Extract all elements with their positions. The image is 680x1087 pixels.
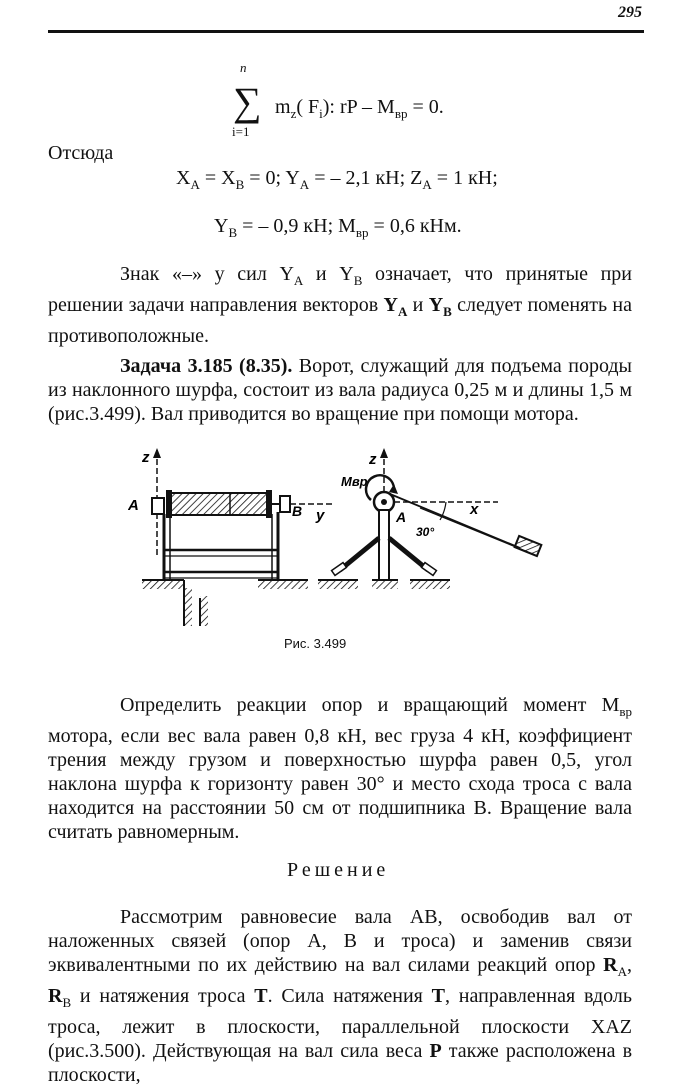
paragraph-solution: [48, 905, 632, 1087]
result-line-1: $X_A = X_B = 0$; $Y_A$ = – 2,1 кН; $Z_A = 1$ кН;: [176, 167, 498, 192]
section-title-reshenie: Решение: [287, 859, 390, 881]
shaft-drum: [168, 493, 268, 515]
paragraph-sign: [48, 262, 632, 348]
problem-statement: [48, 354, 632, 426]
bearing-B: [280, 496, 290, 512]
sum-upper-limit: n: [240, 60, 247, 75]
left-label-A: A: [128, 497, 139, 514]
left-z-arrow: [153, 448, 161, 458]
sum-sigma: ∑: [233, 79, 262, 124]
paragraph-determine-text: Определить реакции опор и вращающий момент $M_{вр}$ мотора, если вес вала равен 0,8 кН, вес груза 4 кН, коэффициент трения между грузом и поверхностью шурфа равен 0,5, угол наклона шурфа к горизонту равен 30° и место схода троса с вала находится на расстоянии 50 см от подшипника B. Вращение вала считать равномерным.: [48, 694, 632, 843]
figure-windlass: [128, 448, 548, 626]
left-label-z: z: [142, 449, 150, 466]
right-label-A: A: [396, 509, 407, 525]
left-label-B: B: [292, 503, 303, 519]
rope: [390, 494, 520, 548]
paragraph-solution-text: Рассмотрим равновесие вала AB, освободив вал от наложенных связей (опор A, B и троса) и заменив связи эквивалентными по их действию на вал силами реакций опор $R_A$, $R_B$ и натяжения троса T. Сила натяжения T, направленная вдоль троса, лежит в плоскости, параллельной плоскости XAZ (рис.3.500). Действующая на вал сила веса P также расположена в плоскости,: [48, 906, 633, 1086]
angle-label: 30°: [416, 525, 435, 539]
left-label-y: y: [316, 507, 325, 524]
figure-caption: Рис. 3.499: [284, 636, 347, 651]
problem-title: Задача 3.185 (8.35).: [120, 355, 293, 377]
right-z-arrow: [380, 448, 388, 458]
right-label-mvr: Mвр: [341, 474, 368, 489]
label-otsyuda: Отсюда: [48, 142, 114, 164]
result-line-2: $Y_B$ = – 0,9 кН; $M_{вр} = 0,6$ кНм.: [214, 215, 462, 240]
drum-flange-left: [166, 490, 172, 518]
right-label-x: x: [470, 501, 479, 518]
load-block: [515, 536, 542, 556]
figure-left-view: [128, 448, 333, 626]
paragraph-sign-text: Знак «–» у сил $Y_A$ и $Y_B$ означает, что принятые при решении задачи направления векторов $Y_A$ и $Y_B$ следует поменять на противоположные.: [48, 263, 632, 347]
page-number: 295: [618, 4, 642, 21]
paragraph-determine: [48, 693, 632, 844]
header-rule: [48, 30, 644, 33]
moment-equation: $m_z$( $F_i$): rP – $M_{вр} = 0$.: [275, 96, 444, 121]
bearing-A: [152, 498, 164, 514]
right-label-z: z: [369, 451, 377, 468]
sum-lower-limit: i=1: [232, 124, 250, 139]
problem-text: Ворот, служащий для подъема породы из наклонного шурфа, состоит из вала радиуса 0,25 м и длины 1,5 м (рис.3.499). Вал приводится во вращение при помощи мотора.: [48, 355, 632, 425]
drum-flange-right: [266, 490, 272, 518]
figure-right-view: [318, 448, 541, 589]
